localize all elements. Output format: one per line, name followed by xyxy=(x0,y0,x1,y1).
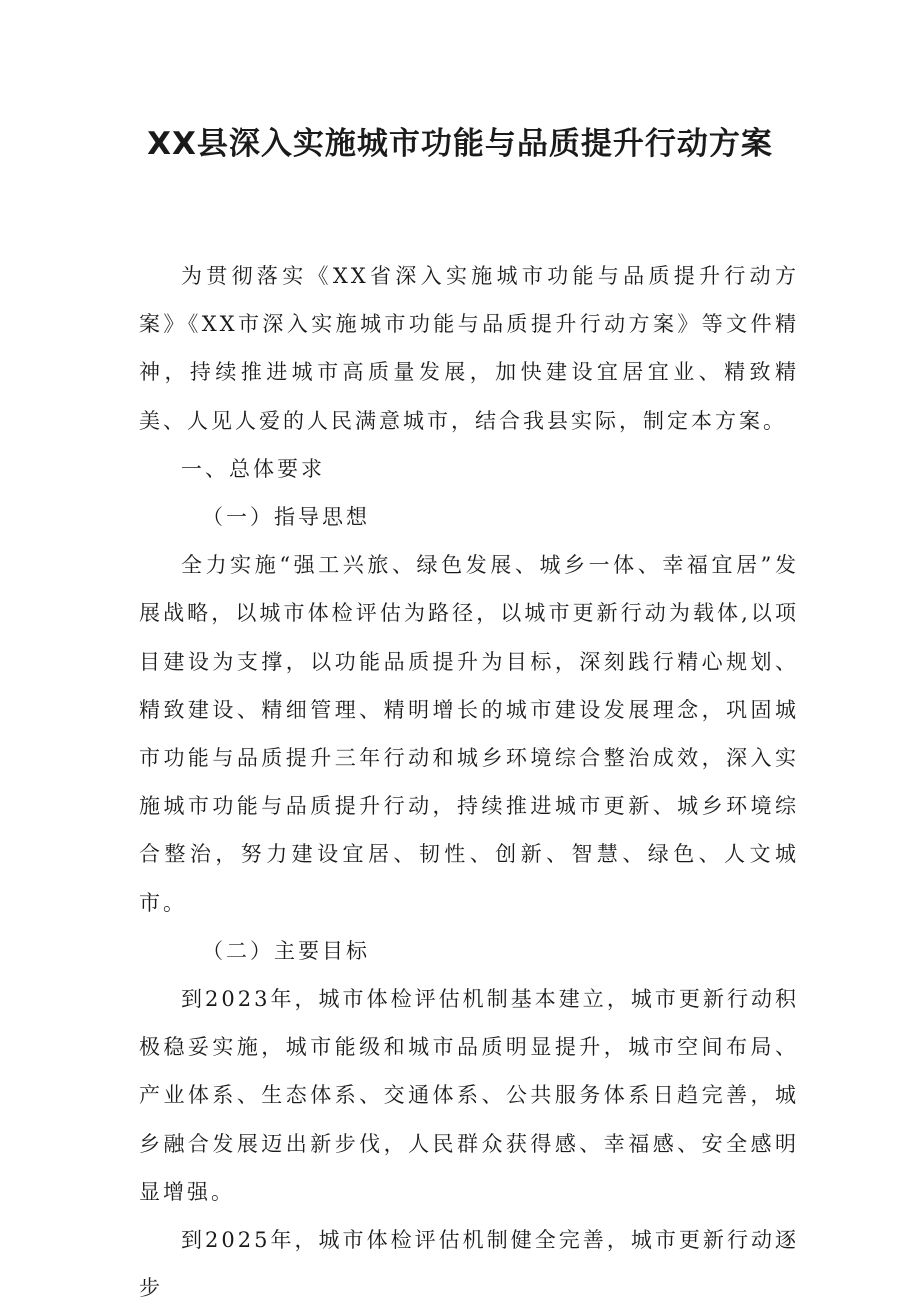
goals-2023-paragraph: 到2023年，城市体检评估机制基本建立，城市更新行动积极稳妥实施，城市能级和城市品质明显提升，城市空间布局、产业体系、生态体系、交通体系、公共服务体系日趋完善，城乡融合发展迈出新步伐，人民群众获得感、幸福感、安全感明显增强。 xyxy=(139,987,799,1204)
intro-paragraph: 为贯彻落实《XX省深入实施城市功能与品质提升行动方案》《XX市深入实施城市功能与品质提升行动方案》等文件精神，持续推进城市高质量发展，加快建设宜居宜业、精致精美、人见人爱的人民满意城市，结合我县实际，制定本方案。 xyxy=(139,264,799,433)
subsection-heading-guiding-ideology: （一）指导思想 xyxy=(202,505,370,530)
document-body xyxy=(139,252,799,1312)
guiding-ideology-paragraph: 全力实施“强工兴旅、绿色发展、城乡一体、幸福宜居”发展战略，以城市体检评估为路径，以城市更新行动为载体,以项目建设为支撑，以功能品质提升为目标，深刻践行精心规划、精致建设、精细管理、精明增长的城市建设发展理念，巩固城市功能与品质提升三年行动和城乡环境综合整治成效，深入实施城市功能与品质提升行动，持续推进城市更新、城乡环境综合整治，努力建设宜居、韧性、创新、智慧、绿色、人文城市。 xyxy=(139,553,799,915)
goals-2025-paragraph: 到2025年，城市体检评估机制健全完善，城市更新行动逐步 xyxy=(139,1228,799,1301)
section-heading-general-requirements: 一、总体要求 xyxy=(181,456,325,481)
subsection-heading-main-goals: （二）主要目标 xyxy=(202,938,370,963)
document-title: XX县深入实施城市功能与品质提升行动方案 xyxy=(147,126,773,162)
